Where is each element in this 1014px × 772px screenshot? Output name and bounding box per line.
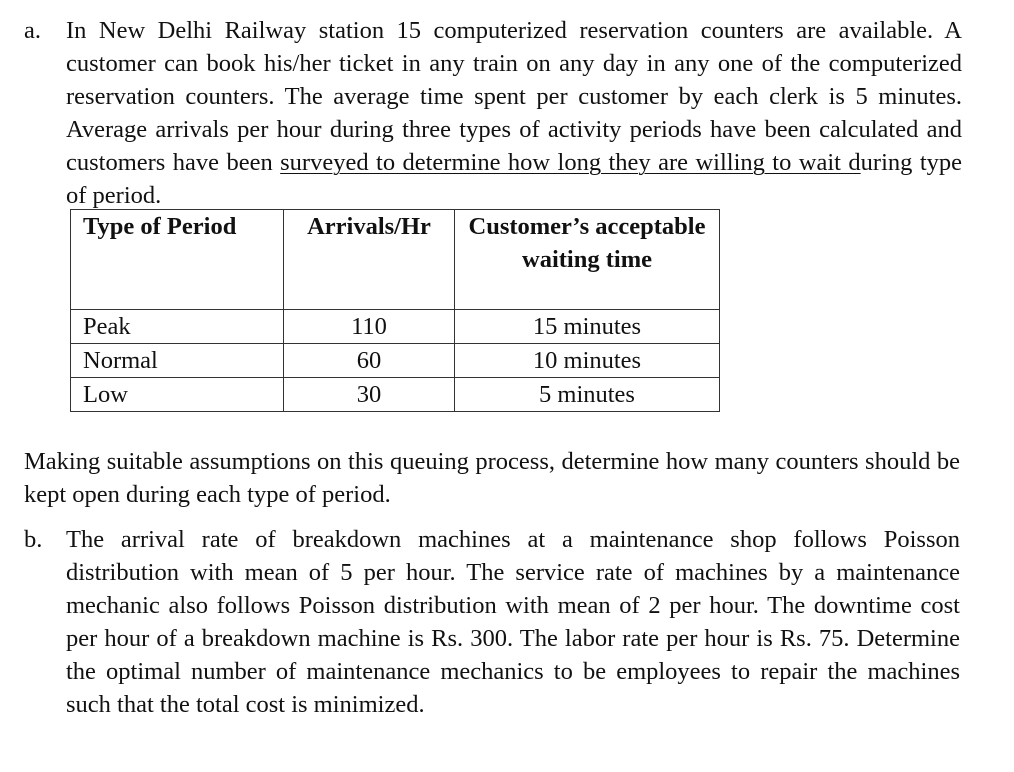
cell-period: Low bbox=[71, 378, 284, 412]
period-table bbox=[70, 209, 720, 412]
question-a-tail: uring type of period. bbox=[66, 149, 963, 209]
cell-period: Normal bbox=[71, 344, 284, 378]
question-b-label: b. bbox=[24, 526, 43, 553]
cell-wait: 15 minutes bbox=[455, 310, 720, 344]
table-row bbox=[71, 310, 720, 344]
question-b bbox=[24, 523, 960, 721]
question-a-label: a. bbox=[24, 17, 41, 44]
cell-arrivals: 30 bbox=[284, 378, 455, 412]
assumption-paragraph: Making suitable assumptions on this queuing process, determine how many counters should be kept open during each type of period. bbox=[24, 448, 960, 508]
table-row bbox=[71, 344, 720, 378]
cell-arrivals: 110 bbox=[284, 310, 455, 344]
question-a-text bbox=[66, 14, 962, 212]
question-a-underlined: surveyed to determine how long they are willing to wait d bbox=[280, 149, 861, 176]
cell-arrivals: 60 bbox=[284, 344, 455, 378]
header-acceptable-waiting-time: Customer’s acceptable waiting time bbox=[455, 210, 720, 310]
table-row bbox=[71, 378, 720, 412]
table-header-row bbox=[71, 210, 720, 310]
question-b-text: The arrival rate of breakdown machines at a maintenance shop follows Poisson distribution with mean of 5 per hour. The service rate of machines by a maintenance mechanic also follows Poisson distribution with mean of 2 per hour. The downtime cost per hour of a breakdown machine is Rs. 300. The labor rate per hour is Rs. 75. Determine the optimal number of maintenance mechanics to be employees to repair the machines such that the total cost is minimized. bbox=[66, 526, 960, 718]
cell-wait: 5 minutes bbox=[455, 378, 720, 412]
cell-period: Peak bbox=[71, 310, 284, 344]
header-arrivals: Arrivals/Hr bbox=[284, 210, 455, 310]
header-type-of-period: Type of Period bbox=[71, 210, 284, 310]
question-a bbox=[24, 14, 964, 212]
cell-wait: 10 minutes bbox=[455, 344, 720, 378]
question-a-main: In New Delhi Railway station 15 computerized reservation counters are available. A customer can book his/her ticket in any train on any day in any one of the computerized reservation counters. The average time spent per customer by each clerk is 5 minutes. Average arrivals per hour during three types of activity periods have been calculated and customers have been bbox=[66, 17, 962, 176]
